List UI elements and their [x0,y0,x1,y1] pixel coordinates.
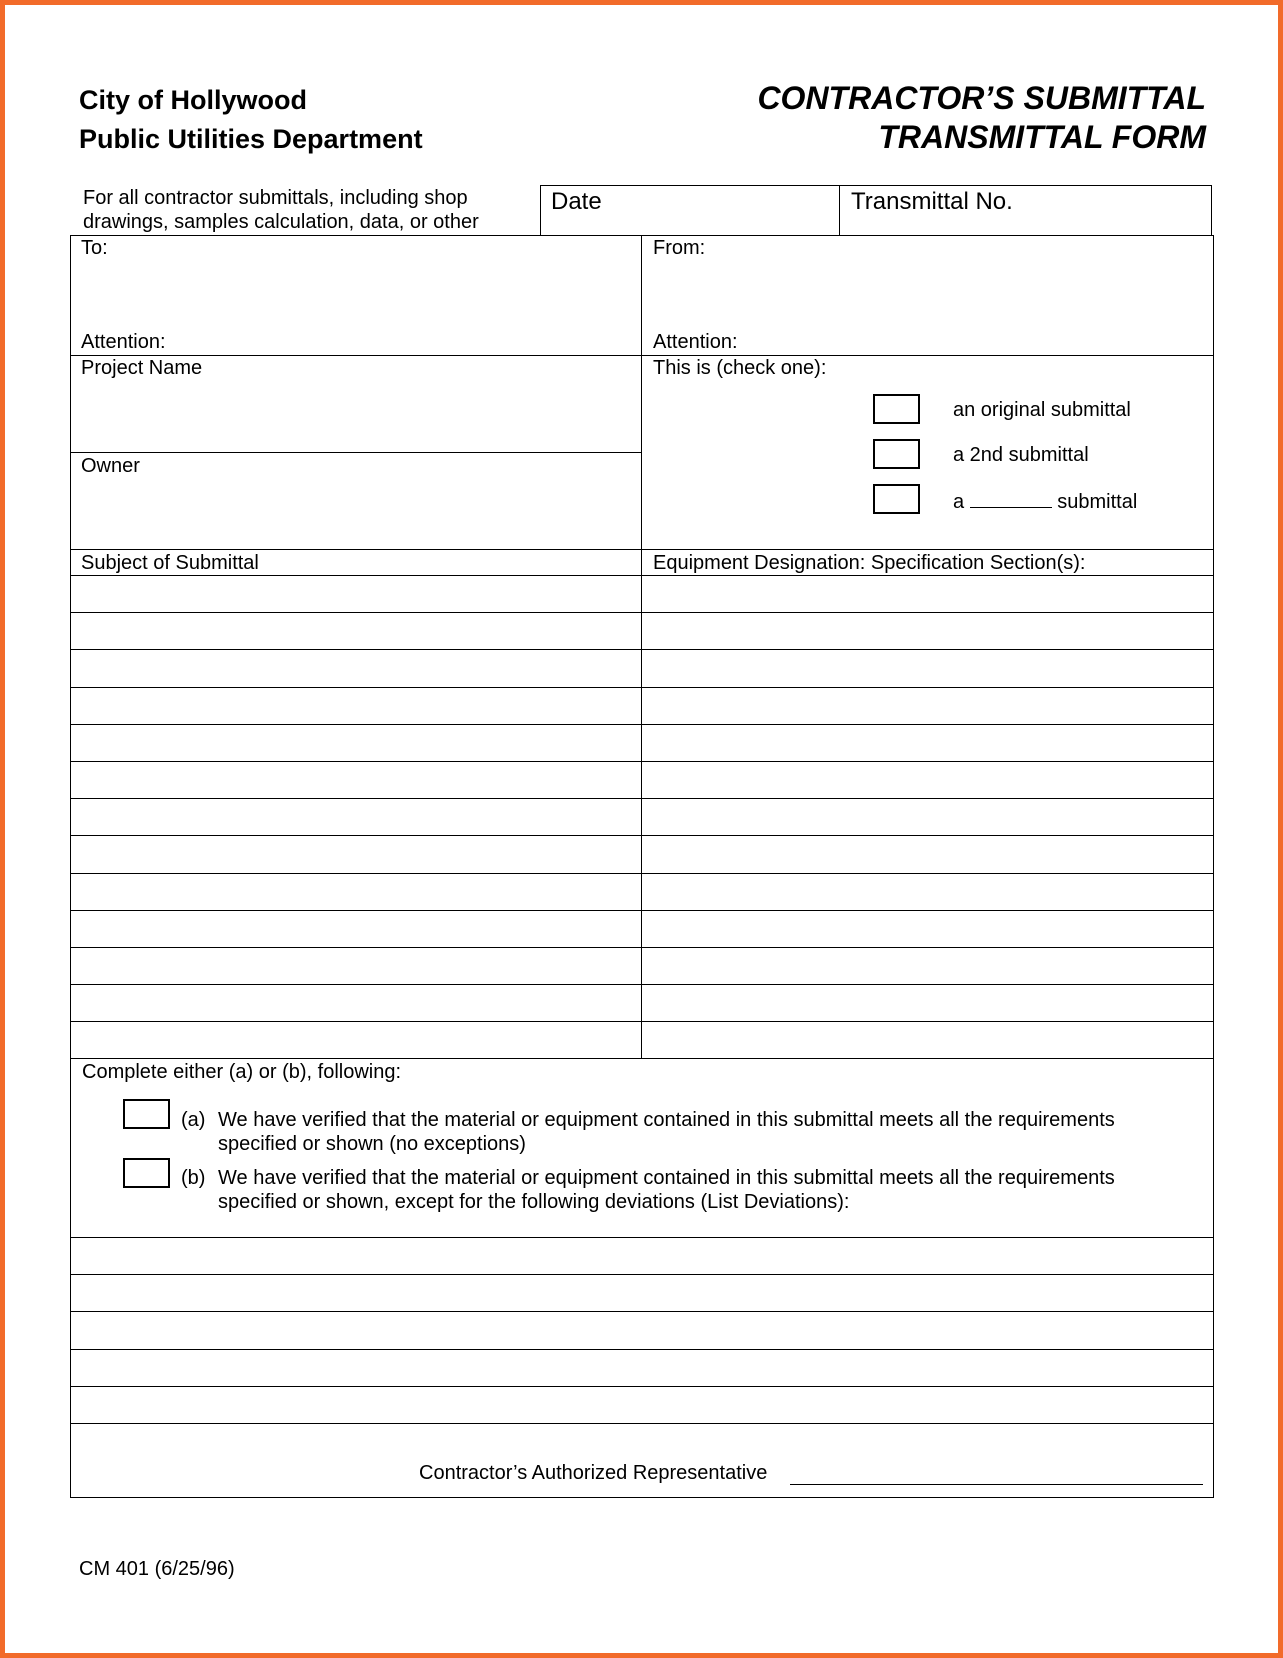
org-name: City of Hollywood [79,85,307,115]
subject-row-line [70,761,1214,762]
deviation-row-line [70,1423,1214,1424]
option-a-checkbox[interactable] [123,1099,170,1129]
table-left-rule [70,235,71,1059]
from-field-label[interactable]: From: [653,237,706,259]
option-a-line2: specified or shown (no exceptions) [218,1133,526,1155]
attention-left-label[interactable]: Attention: [81,331,166,353]
date-field-label[interactable]: Date [551,188,602,215]
check-one-label: This is (check one): [653,357,827,379]
attention-right-label[interactable]: Attention: [653,331,738,353]
option-a-marker: (a) [181,1109,206,1131]
department-name: Public Utilities Department [79,124,423,154]
form-title-line1: CONTRACTOR’S SUBMITTAL [757,80,1206,116]
other-submittal-option [953,489,1137,514]
other-submittal-prefix: a [953,491,965,513]
deviation-row-line [70,1311,1214,1312]
lower-top-rule [70,1058,1214,1059]
option-a-line1: We have verified that the material or equipment contained in this submittal meets all the requirements [218,1109,1115,1131]
date-box-left-rule [540,185,541,236]
to-field-label[interactable]: To: [81,237,108,259]
date-box-divider [839,185,840,236]
subject-row-line [70,835,1214,836]
option-b-line1: We have verified that the material or equipment contained in this submittal meets all the requirements [218,1167,1115,1189]
form-title-line2: TRANSMITTAL FORM [878,119,1206,155]
subject-row-line [70,612,1214,613]
second-submittal-label: a 2nd submittal [953,444,1089,466]
transmittal-no-field-label[interactable]: Transmittal No. [851,188,1013,215]
lower-right-rule [1213,1058,1214,1498]
subject-row-line [70,947,1214,948]
table-right-rule [1213,235,1214,1059]
project-name-label[interactable]: Project Name [81,357,203,379]
subject-row-line [70,575,1214,576]
deviation-row-line [70,1237,1214,1238]
subject-row-line [70,910,1214,911]
owner-label[interactable]: Owner [81,455,140,477]
subject-header-top-rule [70,549,1214,550]
second-submittal-checkbox[interactable] [873,439,920,469]
to-from-bottom-rule [70,355,1214,356]
other-submittal-suffix: submittal [1057,491,1138,513]
lower-left-rule [70,1058,71,1498]
subject-header-label: Subject of Submittal [81,552,259,574]
other-submittal-checkbox[interactable] [873,484,920,514]
deviation-row-line [70,1349,1214,1350]
subject-row-line [70,687,1214,688]
original-submittal-checkbox[interactable] [873,394,920,424]
other-submittal-blank[interactable] [970,489,1052,508]
project-owner-rule [70,452,641,453]
complete-heading: Complete either (a) or (b), following: [82,1061,402,1083]
subject-row-line [70,649,1214,650]
intro-line1: For all contractor submittals, including shop [83,187,468,209]
date-box-top-rule [540,185,1212,186]
subject-row-line [70,798,1214,799]
table-top-rule [70,235,1214,236]
signature-label: Contractor’s Authorized Representative [419,1462,768,1484]
subject-row-line [70,724,1214,725]
table-center-rule [641,235,642,1059]
original-submittal-label: an original submittal [953,399,1131,421]
option-b-checkbox[interactable] [123,1158,170,1188]
deviation-row-line [70,1274,1214,1275]
date-box-right-rule [1211,185,1212,236]
equipment-header-label: Equipment Designation: Specification Section(s): [653,552,1086,574]
form-code: CM 401 (6/25/96) [79,1558,235,1580]
intro-line2: drawings, samples calculation, data, or other [83,211,479,233]
signature-line[interactable] [790,1484,1203,1485]
subject-row-line [70,984,1214,985]
subject-row-line [70,1021,1214,1022]
subject-row-line [70,873,1214,874]
table-bottom-rule [70,1497,1214,1498]
option-b-line2: specified or shown, except for the following deviations (List Deviations): [218,1191,850,1213]
deviation-row-line [70,1386,1214,1387]
option-b-marker: (b) [181,1167,206,1189]
